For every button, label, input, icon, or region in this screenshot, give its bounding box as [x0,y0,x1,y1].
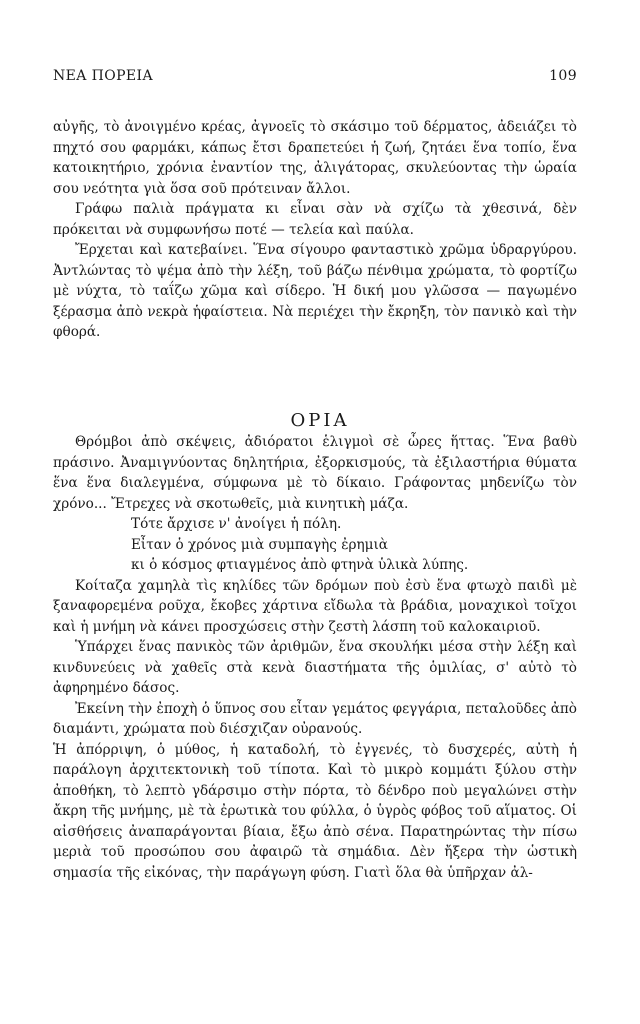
verse-line: Τότε ἄρχισε ν' ἀνοίγει ἡ πόλη. [131,516,342,532]
running-header [53,68,577,84]
verse-line: Εἶταν ὁ χρόνος μιὰ συμπαγὴς ἐρημιὰ [131,536,388,553]
paragraph: Ἔρχεται καὶ κατεβαίνει. Ἕνα σίγουρο φανταστικὸ χρῶμα ὑδραργύρου. Ἀντλώντας τὸ ψέμα ἀπὸ τὴν λέξη, τοῦ βάζω πένθιμα χρώματα, τὸ φορτίζω μὲ νύχτα, τὸ ταΐζω χῶμα καὶ σίδερο. Ἡ δική μου γλῶσσα — παγωμένο ξέρασμα ἀπὸ νεκρὰ ἡφαίστεια. Νὰ περιέχει τὴν ἔκρηξη, τὸν πανικὸ καὶ τὴν φθορά. [53,242,577,340]
continued-text [53,117,577,343]
section-text [53,432,577,883]
paragraph: Ἡ ἀπόρριψη, ὁ μύθος, ἡ καταδολή, τὸ ἐγγενές, τὸ δυσχερές, αὐτὴ ἡ παράλογη ἀρχιτεκτονικὴ τοῦ τίποτα. Καὶ τὸ μικρὸ κομμάτι ξύλου στὴν ἀποθήκη, τὸ λεπτὸ γδάρσιμο στὴν πόρτα, τὸ δένδρο ποὺ μεγαλώνει στὴν ἄκρη τῆς μνήμης, μὲ τὰ ἐρωτικὰ του φύλλα, ὁ ὑγρὸς φόβος τοῦ αἵματος. Οἱ αἰσθήσεις ἀναπαράγονται βίαια, ἔξω ἀπὸ σένα. Παρατηρώντας τὴν πίσω μεριὰ τοῦ προσώπου σου ἀφαιρῶ τὰ σημάδια. Δὲν ἤξερα τὴν ὡστικὴ σημασία τῆς εἰκόνας, τὴν παράγωγη φύση. Γιατὶ ὅλα θὰ ὑπῆρχαν ἀλ- [53,741,577,881]
paragraph: Θρόμβοι ἀπὸ σκέψεις, ἀδιόρατοι ἑλιγμοὶ σὲ ὧρες ἥττας. Ἕνα βαθὺ πράσινο. Ἀναμιγνύοντας δηλητήρια, ἐξορκισμούς, τὰ ἐξιλαστήρια θύματα ἕνα ἕνα διαλεγμένα, σύμφωνα μὲ τὸ δίκαιο. Γράφοντας μηδενίζω τὸν χρόνο... Ἔτρεχες νὰ σκοτωθεῖς, μιὰ κινητικὴ μάζα. [53,434,577,512]
page-number: 109 [549,68,577,84]
paragraph: αὐγῆς, τὸ ἀνοιγμένο κρέας, ἀγνοεῖς τὸ σκάσιμο τοῦ δέρματος, ἀδειάζει τὸ πηχτό σου φαρμάκι, κάπως ἔτσι δραπετεύει ἡ ζωή, ζητάει ἕνα τοπίο, ἕνα κατοικητήριο, χρόνια ἐναντίον της, ἀλιγάτορας, σκυλεύοντας τὴν ὡραία σου νεότητα γιὰ ὅσα σοῦ πρότειναν ἄλλοι. [53,119,577,197]
journal-title: ΝΕΑ ΠΟΡΕΙΑ [53,68,153,84]
verse-block [53,514,577,576]
verse-line: κι ὁ κόσμος φτιαγμένος ἀπὸ φτηνὰ ὑλικὰ λύπης. [131,557,469,573]
paragraph: Κοίταζα χαμηλὰ τὶς κηλίδες τῶν δρόμων ποὺ ἐσὺ ἕνα φτωχὸ παιδὶ μὲ ξαναφορεμένα ροῦχα, ἔκοβες χάρτινα εἴδωλα τὰ βράδια, μοναχικοὶ τοῖχοι καὶ ἡ μνήμη νὰ κάνει προσχώσεις στὴν ζεστὴ λάσπη τοῦ καλοκαιριοῦ. [53,577,577,635]
paragraph: Γράφω παλιὰ πράγματα κι εἶναι σὰν νὰ σχίζω τὰ χθεσινά, δὲν πρόκειται νὰ συμφωνήσω ποτέ — τελεία καὶ παύλα. [53,201,577,238]
section-title: ΟΡΙΑ [290,409,350,431]
paragraph: Ὑπάρχει ἕνας πανικὸς τῶν ἀριθμῶν, ἕνα σκουλήκι μέσα στὴν λέξη καὶ κινδυνεύεις νὰ χαθεῖς στὰ κενὰ διαστήματα τῆς ὁμιλίας, σ' αὐτὸ τὸ ἀφηρημένο δάσος. [53,639,577,696]
paragraph: Ἐκείνη τὴν ἐποχὴ ὁ ὕπνος σου εἶταν γεμάτος φεγγάρια, πεταλοῦδες ἀπὸ διαμάντι, χρώματα ποὺ διέσχιζαν οὐρανούς. [53,700,577,737]
